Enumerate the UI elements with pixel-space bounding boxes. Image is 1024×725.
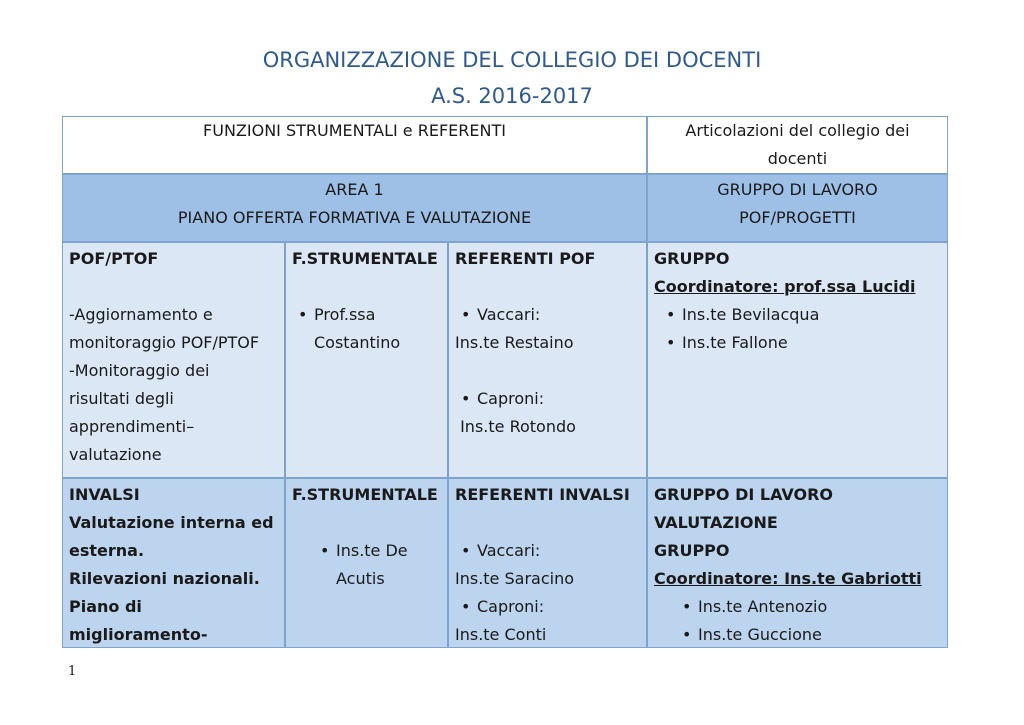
header-functions <box>62 116 647 174</box>
invalsi-line: Rilevazioni nazionali. <box>69 569 260 588</box>
pof-line: apprendimenti– <box>69 417 195 436</box>
area-number: AREA 1 <box>325 180 384 199</box>
pof-line: monitoraggio POF/PTOF <box>69 333 260 352</box>
row2-gruppo-cell <box>647 478 948 648</box>
strumentale-heading: F.STRUMENTALE <box>292 485 438 504</box>
pof-line: -Aggiornamento e <box>69 305 213 324</box>
header-articulations-line1: Articolazioni del collegio dei <box>685 121 910 140</box>
group-member: • Ins.te Fallone <box>660 329 947 357</box>
invalsi-line: esterna. <box>69 541 145 560</box>
row1-strumentale-cell <box>285 242 448 478</box>
area-title-cell <box>62 174 647 242</box>
page-number: 1 <box>68 664 77 679</box>
pof-line: risultati degli <box>69 389 174 408</box>
referenti-name: Ins.te Conti <box>455 625 547 644</box>
strumentale-name-line2: Acutis <box>336 569 385 588</box>
header-articulations-line2: docenti <box>767 149 828 168</box>
referenti-name: Ins.te Rotondo <box>455 417 576 436</box>
pof-line: valutazione <box>69 445 162 464</box>
school-year: A.S. 2016-2017 <box>431 84 593 108</box>
strumentale-name-line1: • Ins.te De <box>336 541 408 560</box>
work-group-subtitle: POF/PROGETTI <box>739 208 856 227</box>
referenti-school-caproni: • Caproni: <box>455 385 646 413</box>
gruppo-heading: GRUPPO <box>654 249 730 268</box>
coordinator-label: Coordinatore: Ins.te Gabriotti <box>654 569 922 588</box>
row1-gruppo-cell <box>647 242 948 478</box>
invalsi-heading: INVALSI <box>69 485 140 504</box>
work-group-title: GRUPPO DI LAVORO <box>717 180 878 199</box>
coordinator-label: Coordinatore: prof.ssa Lucidi <box>654 277 916 296</box>
referenti-school-vaccari: • Vaccari: <box>455 537 646 565</box>
row1-referenti-cell <box>448 242 647 478</box>
header-functions-label: FUNZIONI STRUMENTALI e REFERENTI <box>203 121 506 140</box>
gruppo-heading: VALUTAZIONE <box>654 513 778 532</box>
strumentale-name-line1: • Prof.ssa <box>314 305 376 324</box>
invalsi-line: Piano di miglioramento- <box>69 597 208 644</box>
invalsi-line: Valutazione interna ed <box>69 513 274 532</box>
pof-line: -Monitoraggio dei <box>69 361 210 380</box>
referenti-name: Ins.te Restaino <box>455 333 574 352</box>
group-member: • Ins.te Bevilacqua <box>660 301 947 329</box>
page-title: ORGANIZZAZIONE DEL COLLEGIO DEI DOCENTI <box>262 48 762 72</box>
strumentale-bullet <box>292 301 447 357</box>
row2-referenti-cell <box>448 478 647 648</box>
referenti-heading: REFERENTI POF <box>455 249 596 268</box>
group-member: • Ins.te Antenozio <box>676 593 947 621</box>
gruppo-heading: GRUPPO <box>654 541 730 560</box>
gruppo-heading: GRUPPO DI LAVORO <box>654 485 833 504</box>
row1-pof-cell <box>62 242 285 478</box>
strumentale-heading: F.STRUMENTALE <box>292 249 438 268</box>
strumentale-name-line2: Costantino <box>314 333 401 352</box>
referenti-school-vaccari: • Vaccari: <box>455 301 646 329</box>
header-articulations <box>647 116 948 174</box>
pof-heading: POF/PTOF <box>69 249 159 268</box>
group-member: • Ins.te Guccione <box>676 621 947 648</box>
referenti-heading: REFERENTI INVALSI <box>455 485 630 504</box>
referenti-name: Ins.te Saracino <box>455 569 574 588</box>
work-group-cell <box>647 174 948 242</box>
row2-invalsi-cell <box>62 478 285 648</box>
referenti-school-caproni: • Caproni: <box>455 593 646 621</box>
row2-strumentale-cell <box>285 478 448 648</box>
strumentale-bullet <box>314 537 447 593</box>
area-name: PIANO OFFERTA FORMATIVA E VALUTAZIONE <box>177 208 532 227</box>
